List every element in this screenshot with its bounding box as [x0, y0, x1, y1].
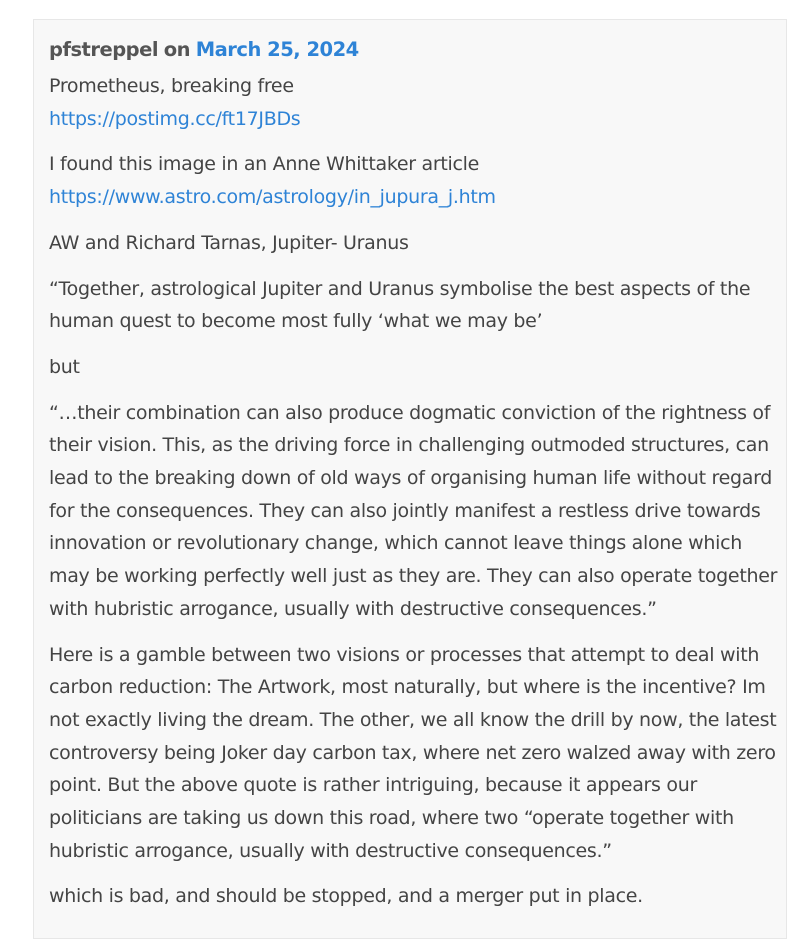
comment-author[interactable]: pfstreppel — [49, 38, 159, 61]
comment-on-label: on — [163, 38, 191, 61]
quote2-line: lead to the breaking down of old ways of organising human life without regard — [49, 467, 773, 490]
but-text: but — [49, 355, 80, 378]
comment-meta — [49, 38, 786, 64]
gamble-line: not exactly living the dream. The other, we all know the drill by now, the latest — [49, 708, 777, 731]
quote2-line: with hubristic arrogance, usually with destructive consequences.” — [49, 597, 657, 620]
closing-text: which is bad, and should be stopped, and a merger put in place. — [49, 885, 643, 908]
gamble-line: hubristic arrogance, usually with destructive consequences.” — [49, 839, 612, 862]
closing-paragraph — [49, 880, 784, 913]
gamble-line: politicians are taking us down this road, where two “operate together with — [49, 807, 734, 830]
comment-date-link[interactable]: March 25, 2024 — [195, 38, 359, 61]
but-paragraph — [49, 351, 784, 384]
quote2-line: innovation or revolutionary change, which cannot leave things alone which — [49, 532, 743, 555]
quote2-line: their vision. This, as the driving force in challenging outmoded structures, can — [49, 434, 769, 457]
quote1-line: human quest to become most fully ‘what we may be’ — [49, 310, 543, 333]
quote1-line: “Together, astrological Jupiter and Uranus symbolise the best aspects of the — [49, 277, 751, 300]
quote-paragraph-1 — [49, 273, 784, 338]
quote2-line: “…their combination can also produce dogmatic conviction of the rightness of — [49, 401, 771, 424]
comment-paragraph-authors — [49, 227, 784, 260]
quote-paragraph-2 — [49, 397, 784, 626]
article-link[interactable]: https://www.astro.com/astrology/in_jupura_j.htm — [49, 186, 496, 209]
comment-card — [33, 19, 787, 939]
comment-title-line: Prometheus, breaking free — [49, 75, 294, 97]
gamble-line: point. But the above quote is rather intriguing, because it appears our — [49, 774, 697, 797]
comment-paragraph-found — [49, 148, 784, 213]
gamble-line: Here is a gamble between two visions or processes that attempt to deal with — [49, 643, 760, 666]
quote2-line: for the consequences. They can also jointly manifest a restless drive towards — [49, 499, 761, 522]
quote2-line: may be working perfectly well just as they are. They can also operate together — [49, 565, 778, 588]
gamble-line: controversy being Joker day carbon tax, where net zero walzed away with zero — [49, 741, 776, 764]
authors-line: AW and Richard Tarnas, Jupiter- Uranus — [49, 231, 409, 254]
image-link[interactable]: https://postimg.cc/ft17JBDs — [49, 107, 301, 130]
gamble-paragraph — [49, 639, 784, 868]
comment-paragraph-intro — [49, 70, 784, 135]
found-text: I found this image in an Anne Whittaker article — [49, 153, 479, 176]
gamble-line: carbon reduction: The Artwork, most naturally, but where is the incentive? Im — [49, 676, 766, 699]
